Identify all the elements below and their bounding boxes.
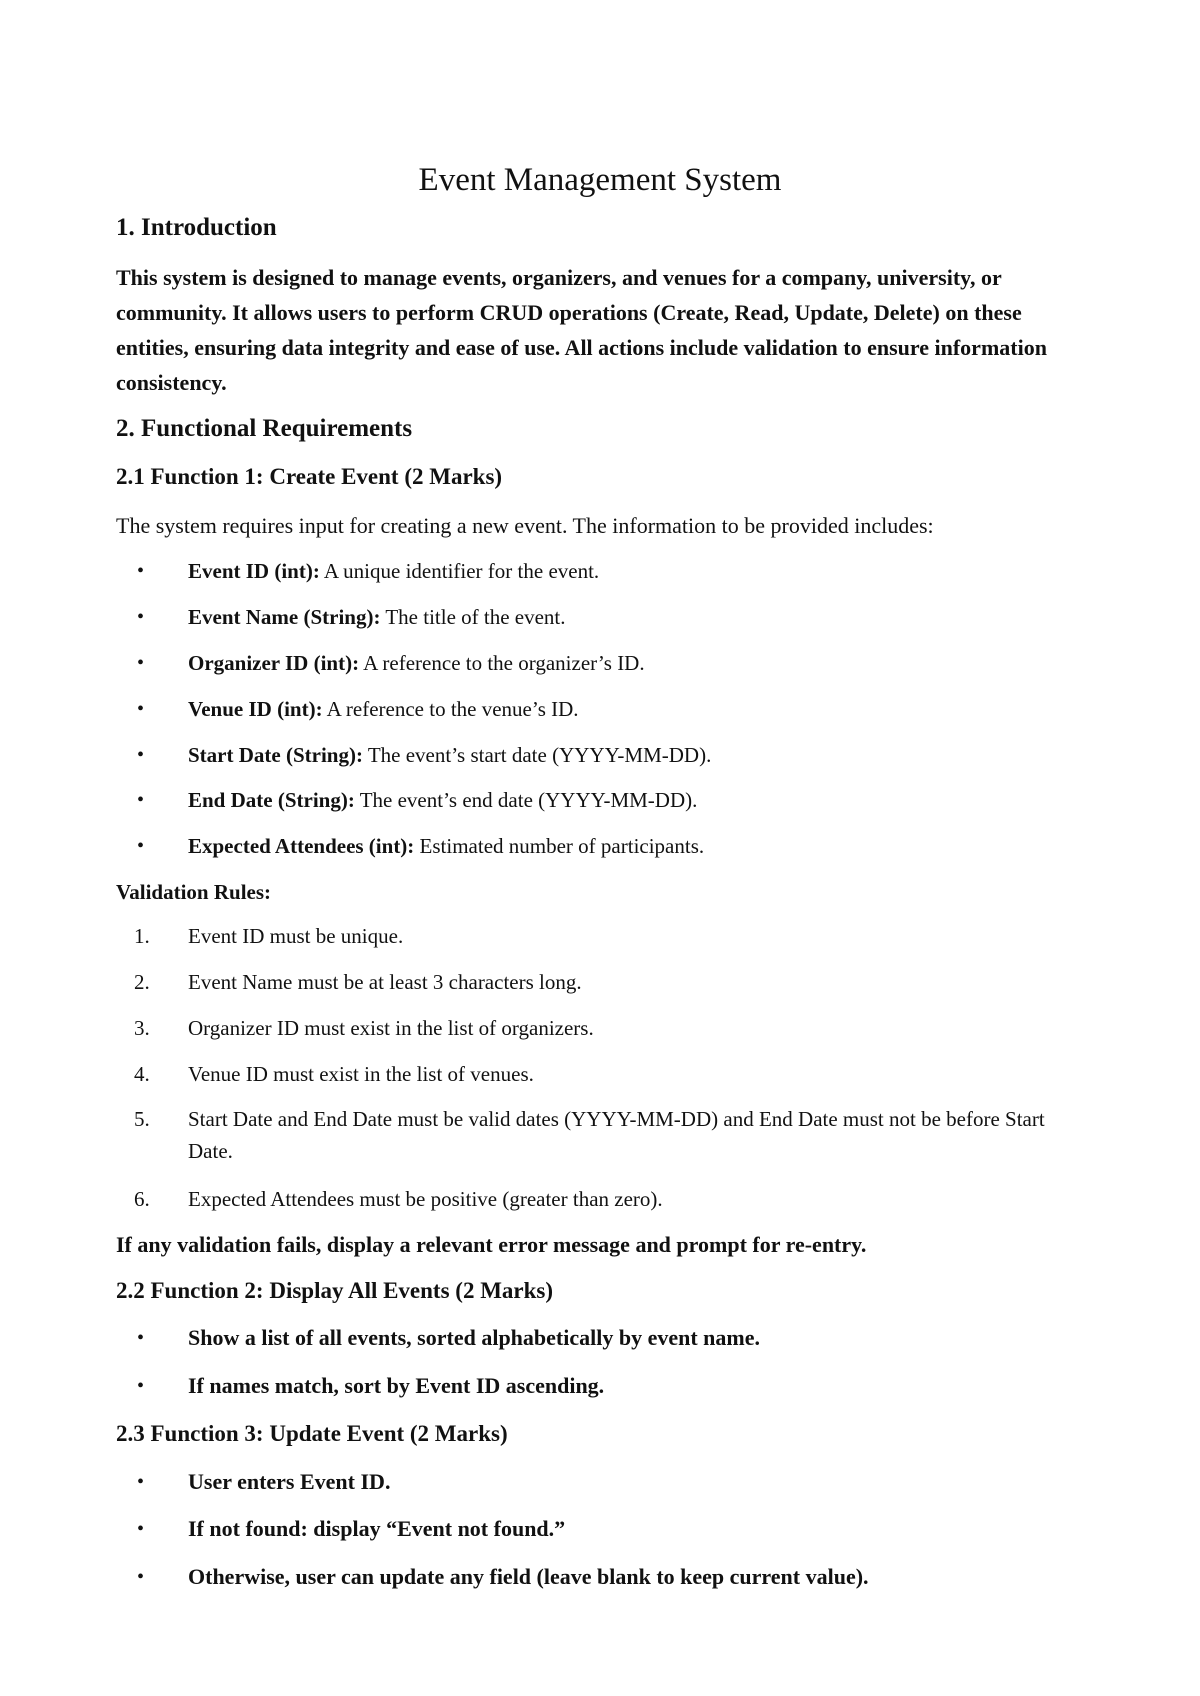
rule-text: Event Name must be at least 3 characters long.	[188, 970, 582, 994]
rule-text: Venue ID must exist in the list of venues.	[188, 1062, 534, 1086]
list-number: 4.	[134, 1062, 150, 1086]
list-number: 2.	[134, 970, 150, 994]
introduction-paragraph: This system is designed to manage events, organizers, and venues for a company, university, or community. It allows users to perform CRUD operations (Create, Read, Update, Delete) on these entities, ensuring data integrity and ease of use. All actions include validation to ensure information consistency.	[116, 265, 1047, 395]
field-name: Event Name (String):	[188, 605, 381, 629]
field-name: Venue ID (int):	[188, 697, 323, 721]
function-1-heading: 2.1 Function 1: Create Event (2 Marks)	[116, 464, 503, 489]
list-number: 6.	[134, 1187, 150, 1211]
field-description: A reference to the venue’s ID.	[322, 697, 579, 721]
field-name: Expected Attendees (int):	[188, 834, 415, 858]
list-number: 3.	[134, 1016, 150, 1040]
list-number: 5.	[134, 1107, 150, 1131]
bullet-icon: •	[137, 1327, 145, 1349]
functional-requirements-heading: 2. Functional Requirements	[116, 415, 413, 442]
bullet-icon: •	[137, 698, 145, 720]
bullet-icon: •	[137, 606, 145, 628]
function-1-lead: The system requires input for creating a new event. The information to be provided includes:	[116, 513, 934, 538]
list-item-text: Otherwise, user can update any field (leave blank to keep current value).	[188, 1564, 869, 1589]
bullet-icon: •	[137, 1375, 145, 1397]
bullet-icon: •	[137, 652, 145, 674]
field-description: A unique identifier for the event.	[319, 559, 600, 583]
bullet-icon: •	[137, 789, 145, 811]
rule-text: Start Date and End Date must be valid dates (YYYY-MM-DD) and End Date must not be before Start Date.	[188, 1107, 1045, 1163]
rule-text: Expected Attendees must be positive (greater than zero).	[188, 1187, 663, 1211]
validation-failure-note: If any validation fails, display a relevant error message and prompt for re-entry.	[116, 1232, 867, 1257]
bullet-icon: •	[137, 1566, 145, 1588]
list-item-text: Show a list of all events, sorted alphabetically by event name.	[188, 1325, 760, 1350]
rule-text: Event ID must be unique.	[188, 924, 404, 948]
field-name: Organizer ID (int):	[188, 651, 360, 675]
rule-text: Organizer ID must exist in the list of organizers.	[188, 1016, 594, 1040]
validation-rules-label: Validation Rules:	[116, 880, 272, 904]
introduction-heading: 1. Introduction	[116, 214, 277, 241]
list-item-text: If not found: display “Event not found.”	[188, 1516, 566, 1541]
bullet-icon: •	[137, 1471, 145, 1493]
field-description: Estimated number of participants.	[414, 834, 705, 858]
bullet-icon: •	[137, 744, 145, 766]
list-item-text: If names match, sort by Event ID ascending.	[188, 1373, 605, 1398]
field-name: Start Date (String):	[188, 743, 363, 767]
document-title: Event Management System	[418, 162, 782, 198]
bullet-icon: •	[137, 560, 145, 582]
list-number: 1.	[134, 924, 150, 948]
list-item-text: User enters Event ID.	[188, 1469, 391, 1494]
field-description: The event’s end date (YYYY-MM-DD).	[354, 788, 698, 812]
function-3-heading: 2.3 Function 3: Update Event (2 Marks)	[116, 1421, 508, 1446]
function-2-heading: 2.2 Function 2: Display All Events (2 Marks)	[116, 1278, 554, 1303]
field-name: Event ID (int):	[188, 559, 320, 583]
field-description: The title of the event.	[380, 605, 566, 629]
field-description: A reference to the organizer’s ID.	[359, 651, 645, 675]
bullet-icon: •	[137, 1518, 145, 1540]
bullet-icon: •	[137, 835, 145, 857]
field-description: The event’s start date (YYYY-MM-DD).	[362, 743, 712, 767]
field-name: End Date (String):	[188, 788, 355, 812]
